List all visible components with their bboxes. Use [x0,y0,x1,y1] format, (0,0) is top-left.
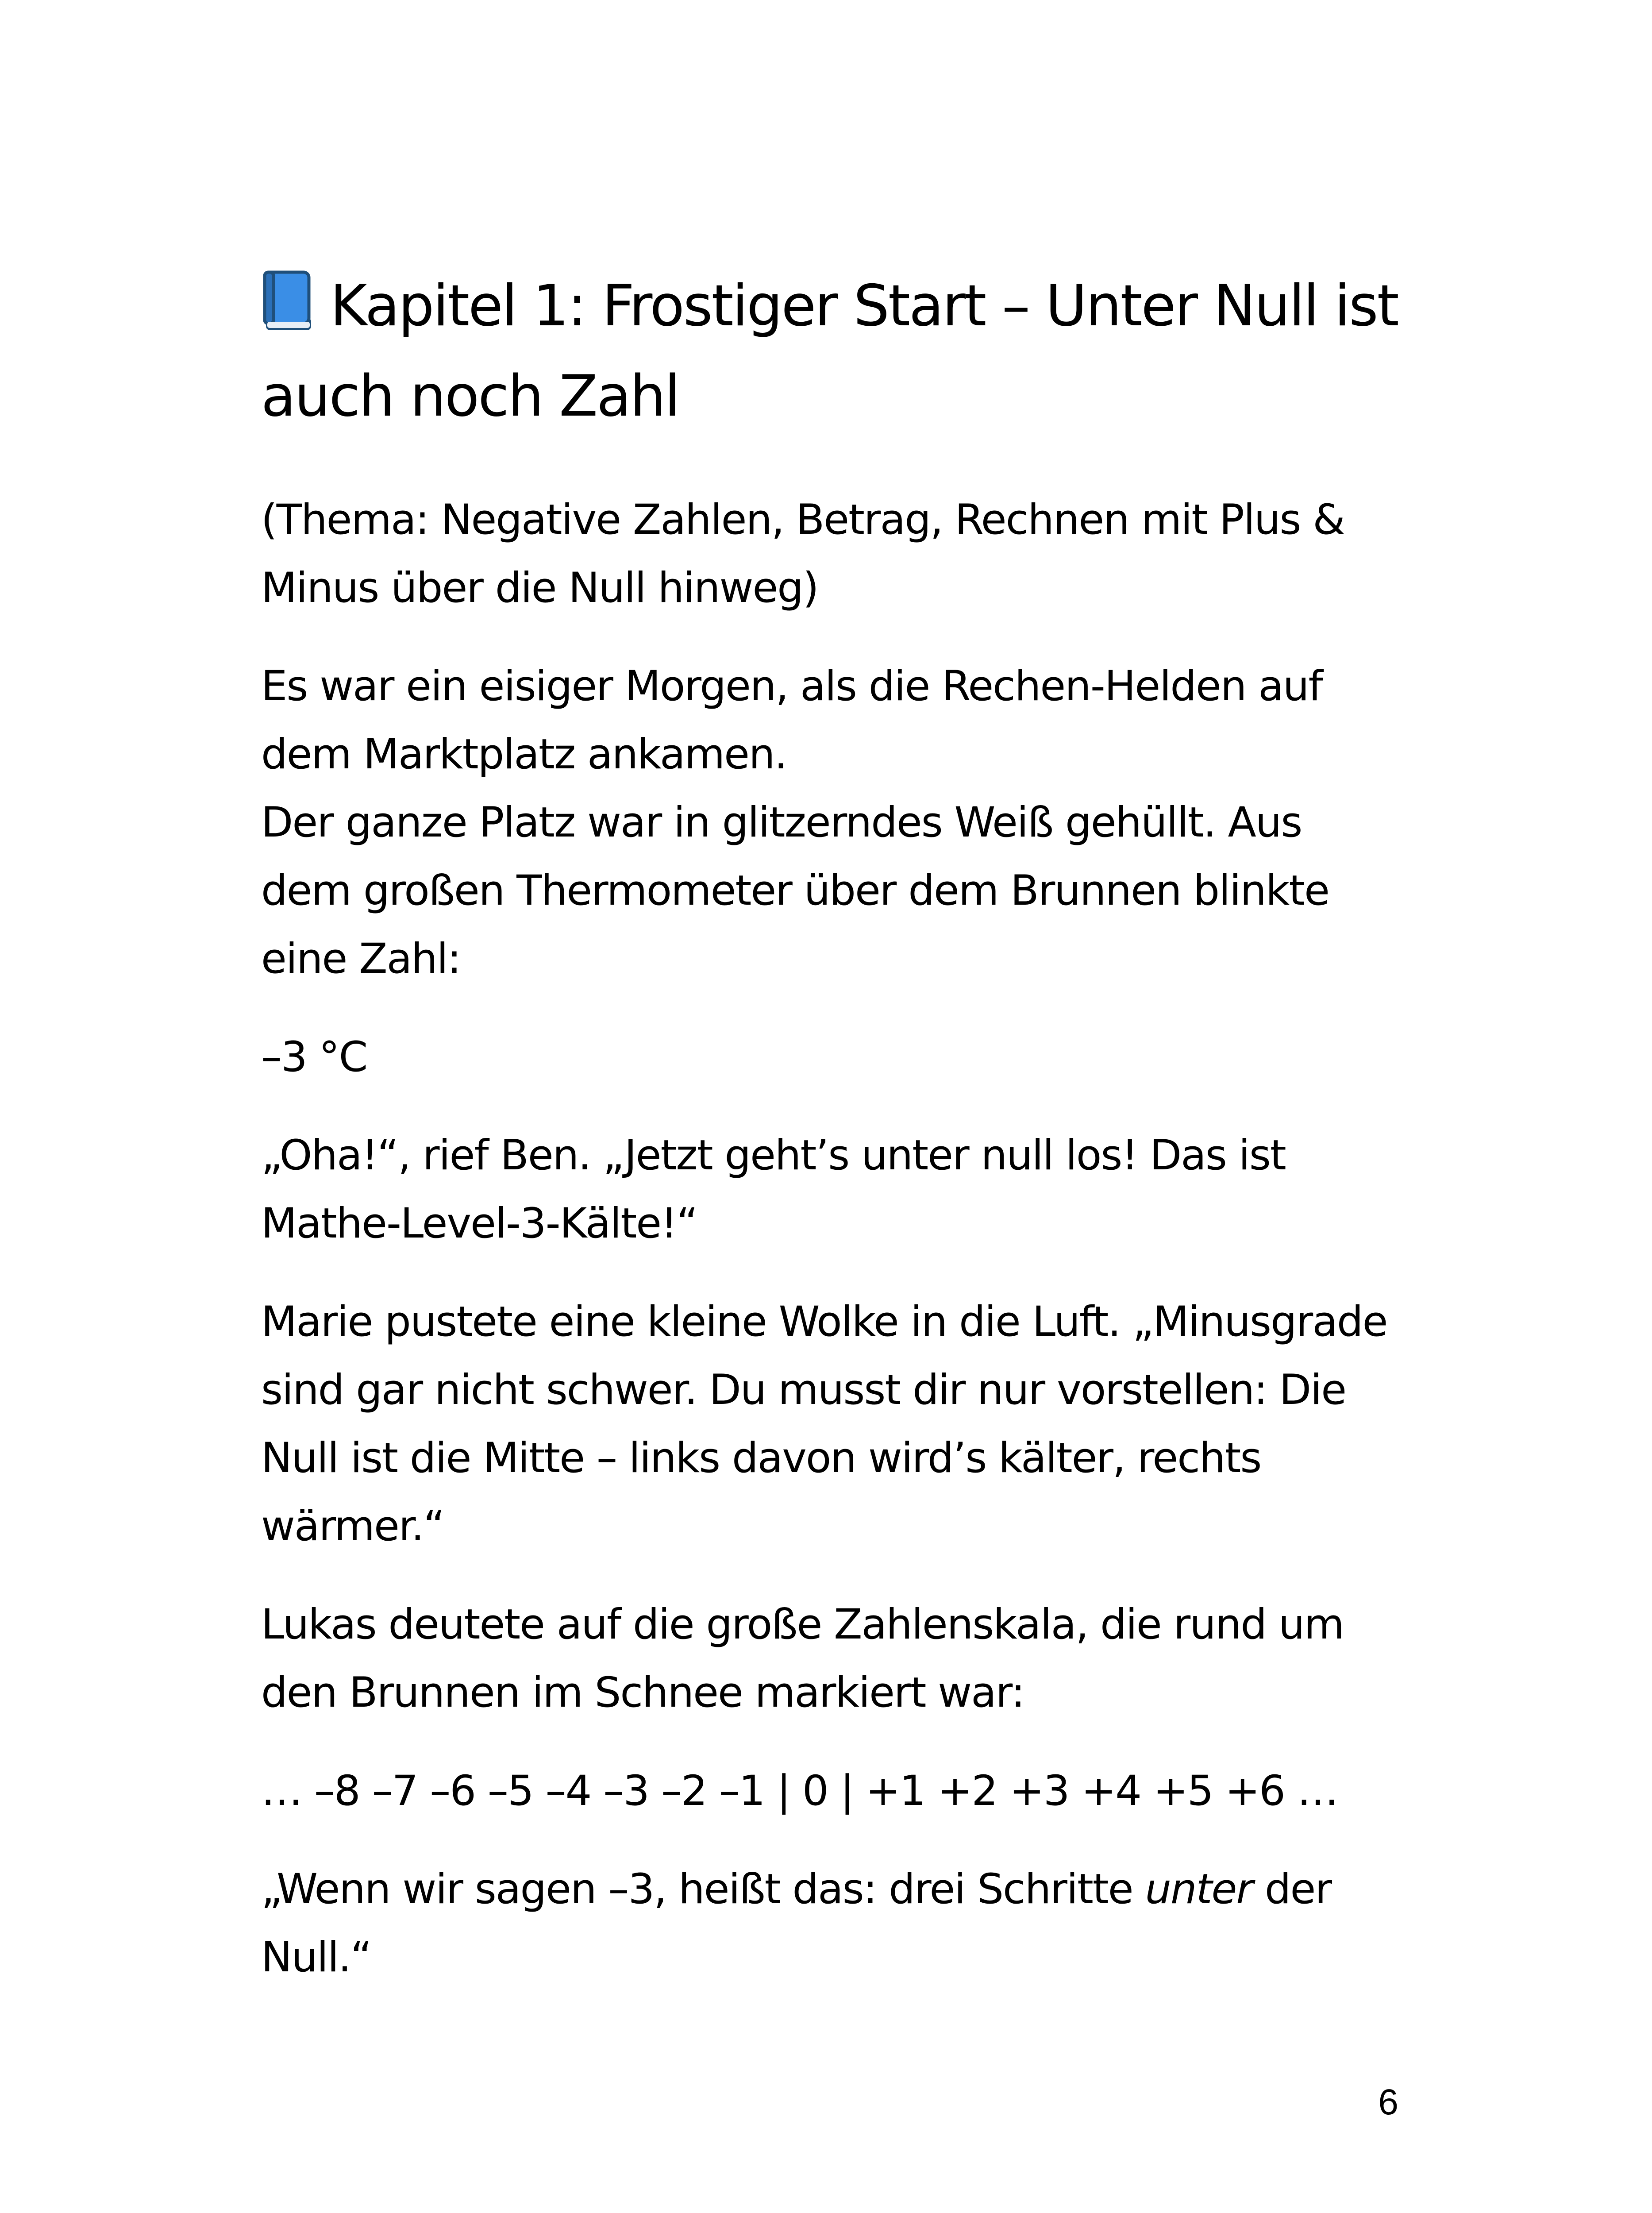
wenn-quote [261,1855,1403,1992]
intro-line-2: Der ganze Platz war in glitzerndes Weiß gehüllt. Aus dem großen Thermometer über dem Brunnen blinkte eine Zahl: [261,798,1329,983]
ben-quote: „Oha!“, rief Ben. „Jetzt geht’s unter null los! Das ist Mathe-Level-3-Kälte!“ [261,1131,1286,1248]
wenn-quote-start: „Wenn wir sagen –3, heißt das: drei Schritte [261,1865,1145,1913]
marie-quote: Marie pustete eine kleine Wolke in die Luft. „Minusgrade sind gar nicht schwer. Du musst dir nur vorstellen: Die Null ist die Mitte – links davon wird’s kälter, rechts wärmer.“ [261,1298,1387,1550]
chapter-title-line2: auch noch Zahl [261,363,679,429]
page-number: 6 [1378,2082,1398,2122]
story-intro [261,652,1403,993]
chapter-title-line1: Kapitel 1: Frostiger Start – Unter Null ist [330,273,1398,339]
wenn-quote-emphasis: unter [1145,1865,1252,1913]
chapter-theme: (Thema: Negative Zahlen, Betrag, Rechnen mit Plus & Minus über die Null hinweg) [261,496,1344,612]
lukas-text: Lukas deutete auf die große Zahlenskala, die rund um den Brunnen im Schnee markiert war: [261,1600,1344,1717]
number-scale: … –8 –7 –6 –5 –4 –3 –2 –1 | 0 | +1 +2 +3 +4 +5 +6 … [261,1767,1338,1815]
temperature-value: –3 °C [261,1033,367,1081]
page-content [261,261,1403,1992]
blue-book-icon [261,267,313,329]
wenn-quote-end: der Null.“ [261,1865,1331,1982]
intro-line-1: Es war ein eisiger Morgen, als die Rechen-Helden auf dem Marktplatz ankamen. [261,662,1322,779]
chapter-heading [261,261,1403,442]
